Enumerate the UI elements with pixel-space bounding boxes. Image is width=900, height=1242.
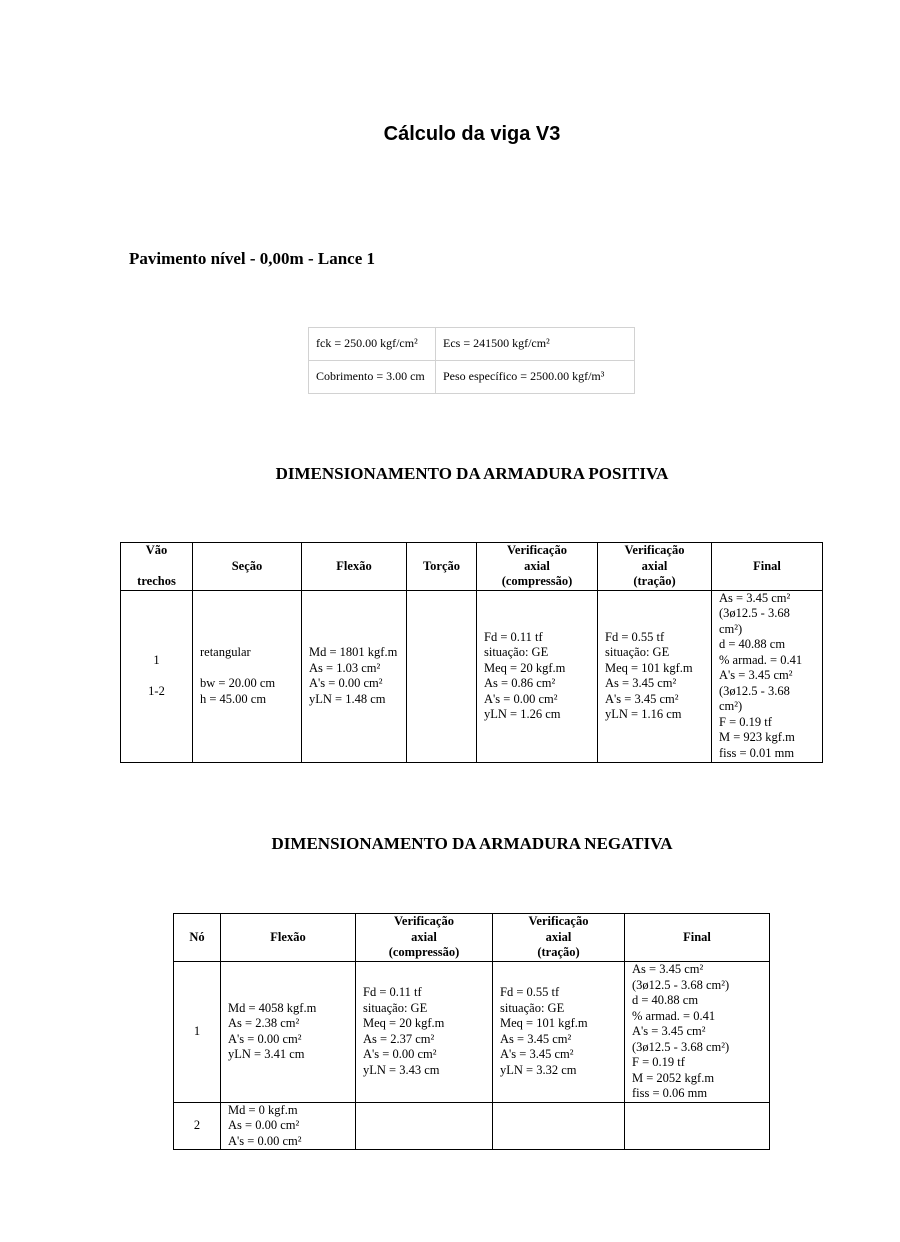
secao-cell: retangular bw = 20.00 cm h = 45.00 cm (193, 590, 302, 762)
materials-table (308, 327, 635, 394)
verificacao-tracao-cell (493, 1102, 625, 1150)
peso-especifico-cell: Peso específico = 2500.00 kgf/m³ (436, 361, 635, 394)
no-cell: 1 (174, 962, 221, 1103)
table-header-row (174, 914, 770, 962)
header-final: Final (712, 543, 823, 591)
table-row (121, 590, 823, 762)
header-final: Final (625, 914, 770, 962)
flexao-cell: Md = 0 kgf.m As = 0.00 cm² A's = 0.00 cm² (221, 1102, 356, 1150)
vao-value: 1 (153, 652, 160, 667)
verificacao-tracao-cell: Fd = 0.55 tf situação: GE Meq = 101 kgf.m As = 3.45 cm² A's = 3.45 cm² yLN = 1.16 cm (598, 590, 712, 762)
positive-reinforcement-title: DIMENSIONAMENTO DA ARMADURA POSITIVA (275, 464, 669, 483)
final-cell (625, 1102, 770, 1150)
negative-reinforcement-table (173, 913, 770, 1150)
table-row (174, 962, 770, 1103)
header-trechos: trechos (137, 574, 176, 588)
header-secao: Seção (193, 543, 302, 591)
header-flexao: Flexão (221, 914, 356, 962)
floor-heading: Pavimento nível - 0,00m - Lance 1 (129, 249, 375, 268)
final-cell: As = 3.45 cm² (3ø12.5 - 3.68 cm²) d = 40.88 cm % armad. = 0.41 A's = 3.45 cm² (3ø12.5 - 3.68 cm²) F = 0.19 tf M = 2052 kgf.m fiss = 0.06 mm (625, 962, 770, 1103)
header-vao: Vão (145, 543, 168, 557)
header-vao-trechos (121, 543, 193, 591)
verificacao-compressao-cell: Fd = 0.11 tf situação: GE Meq = 20 kgf.m As = 2.37 cm² A's = 0.00 cm² yLN = 3.43 cm (356, 962, 493, 1103)
flexao-cell: Md = 4058 kgf.m As = 2.38 cm² A's = 0.00 cm² yLN = 3.41 cm (221, 962, 356, 1103)
header-verificacao-tracao: Verificação axial (tração) (493, 914, 625, 962)
flexao-cell: Md = 1801 kgf.m As = 1.03 cm² A's = 0.00 cm² yLN = 1.48 cm (302, 590, 407, 762)
trecho-value: 1-2 (148, 683, 165, 698)
header-flexao: Flexão (302, 543, 407, 591)
ecs-cell: Ecs = 241500 kgf/cm² (436, 328, 635, 361)
header-torcao: Torção (407, 543, 477, 591)
header-verificacao-compressao: Verificação axial (compressão) (356, 914, 493, 962)
verificacao-compressao-cell (356, 1102, 493, 1150)
vao-trecho-cell (121, 590, 193, 762)
header-no: Nó (174, 914, 221, 962)
document-title: Cálculo da viga V3 (383, 123, 561, 145)
torcao-cell (407, 590, 477, 762)
fck-cell: fck = 250.00 kgf/cm² (309, 328, 436, 361)
positive-reinforcement-table (120, 542, 823, 763)
header-verificacao-tracao: Verificação axial (tração) (598, 543, 712, 591)
table-row (174, 1102, 770, 1150)
secao-type: retangular (200, 645, 251, 659)
header-verificacao-compressao: Verificação axial (compressão) (477, 543, 598, 591)
verificacao-compressao-cell: Fd = 0.11 tf situação: GE Meq = 20 kgf.m As = 0.86 cm² A's = 0.00 cm² yLN = 1.26 cm (477, 590, 598, 762)
cobrimento-cell: Cobrimento = 3.00 cm (309, 361, 436, 394)
table-header-row (121, 543, 823, 591)
verificacao-tracao-cell: Fd = 0.55 tf situação: GE Meq = 101 kgf.m As = 3.45 cm² A's = 3.45 cm² yLN = 3.32 cm (493, 962, 625, 1103)
negative-reinforcement-title: DIMENSIONAMENTO DA ARMADURA NEGATIVA (271, 834, 673, 853)
materials-row (309, 328, 635, 361)
materials-row (309, 361, 635, 394)
no-cell: 2 (174, 1102, 221, 1150)
final-cell: As = 3.45 cm² (3ø12.5 - 3.68 cm²) d = 40.88 cm % armad. = 0.41 A's = 3.45 cm² (3ø12.5 - 3.68 cm²) F = 0.19 tf M = 923 kgf.m fiss = 0.01 mm (712, 590, 823, 762)
